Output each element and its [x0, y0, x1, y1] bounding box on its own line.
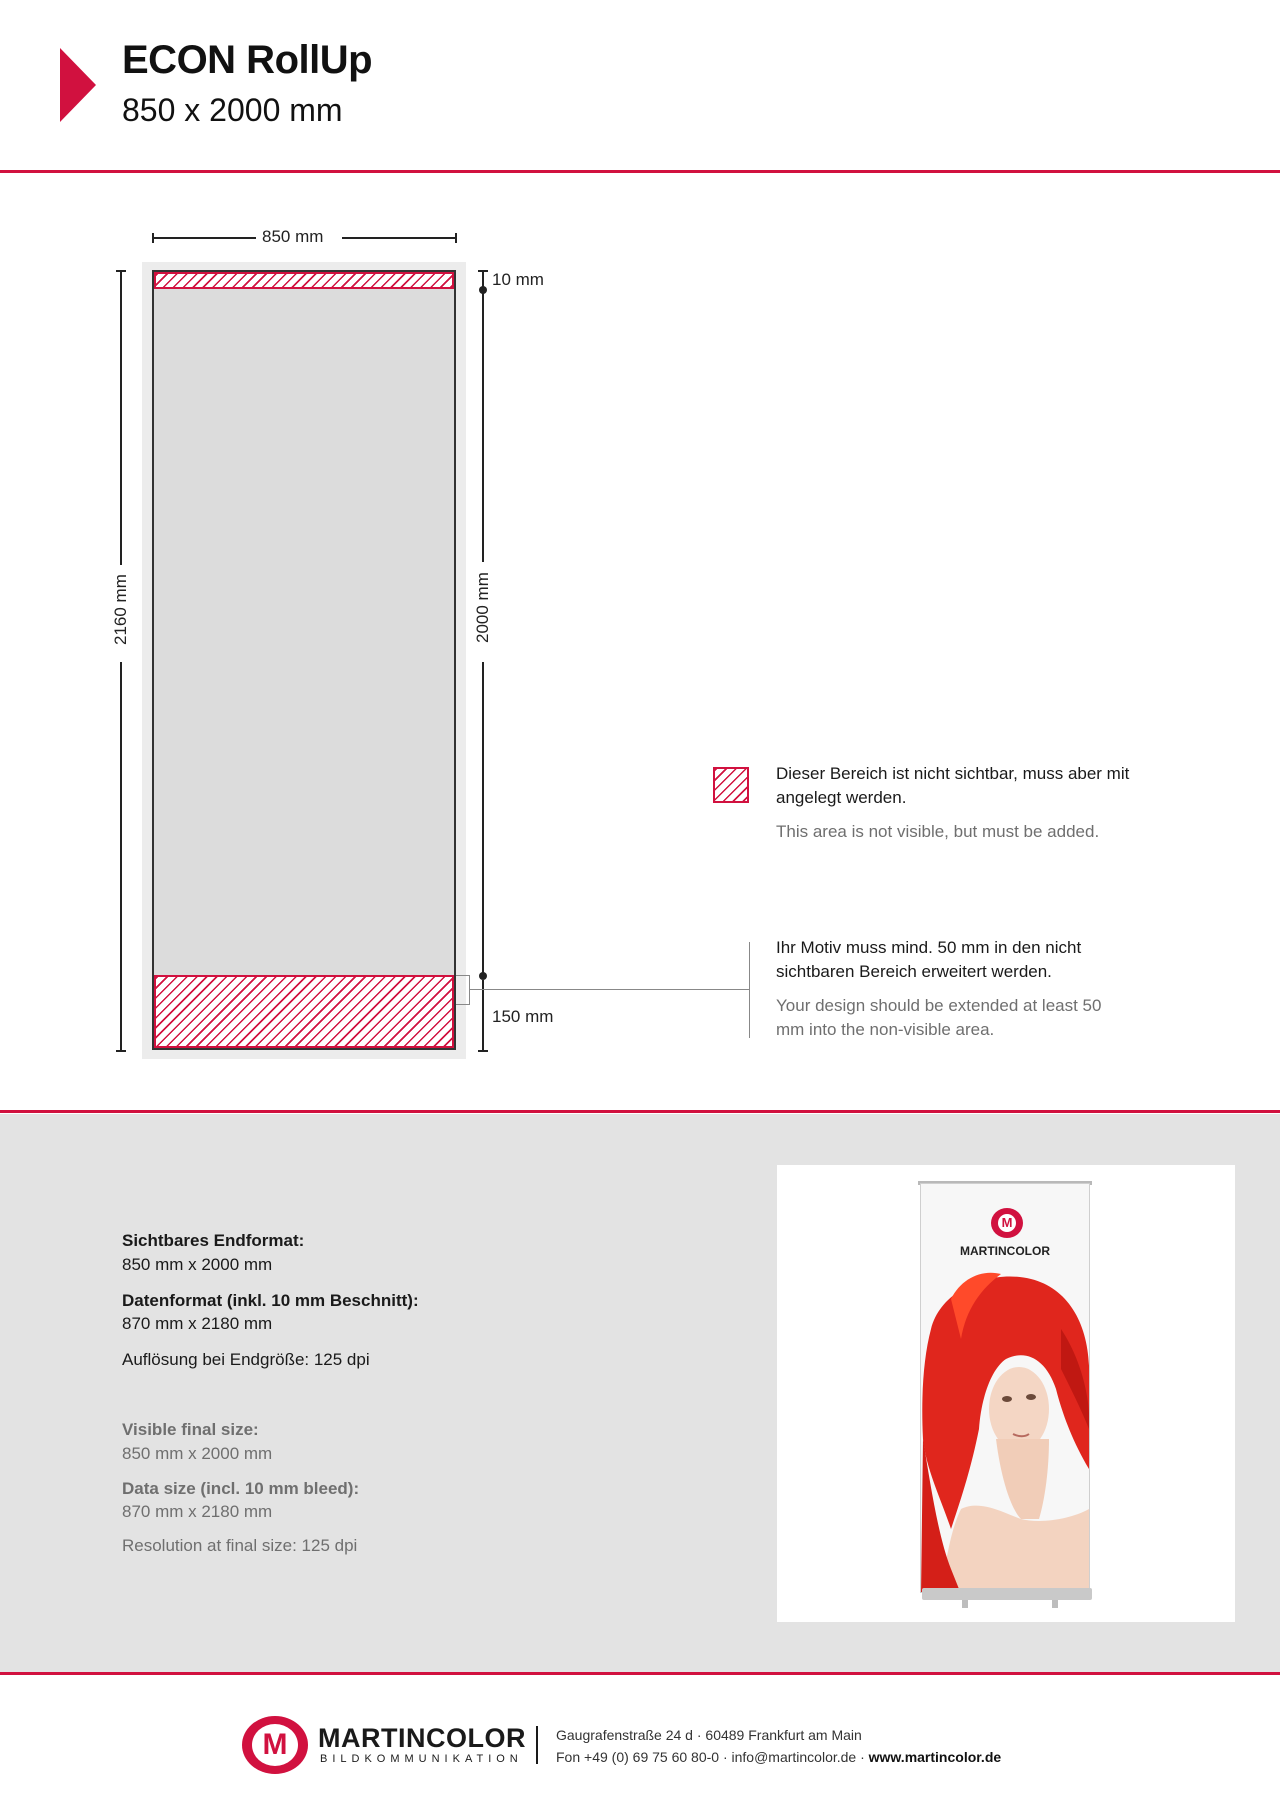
data-size-value-en: 870 mm x 2180 mm — [122, 1502, 273, 1521]
hidden-area-note-en: This area is not visible, but must be added. — [776, 822, 1100, 841]
banner-portrait-illustration — [921, 1269, 1090, 1593]
hatch-legend-icon — [713, 767, 749, 803]
title-arrow-icon — [60, 48, 96, 122]
resolution-de: Auflösung bei Endgröße: 125 dpi — [122, 1350, 370, 1369]
rollup-foot-left — [962, 1600, 968, 1608]
total-height-label: 2160 mm — [111, 574, 130, 645]
data-size-label-de: Datenformat (inkl. 10 mm Beschnitt): — [122, 1291, 419, 1310]
band-divider-top — [0, 1110, 1280, 1113]
rollup-foot-right — [1052, 1600, 1058, 1608]
leader-line — [470, 989, 750, 990]
page-title: ECON RollUp — [122, 38, 373, 82]
leader-bar — [749, 942, 750, 1038]
data-size-value-de: 870 mm x 2180 mm — [122, 1314, 273, 1333]
resolution-en: Resolution at final size: 125 dpi — [122, 1536, 358, 1555]
logo-letter: M — [262, 1728, 288, 1761]
extend-note-en: Your design should be extended at least 50 mm into the non-visible area. — [776, 996, 1102, 1039]
footer-contact — [556, 1749, 1001, 1765]
rollup-base — [922, 1588, 1092, 1600]
visible-size-value-de: 850 mm x 2000 mm — [122, 1255, 273, 1274]
visible-size-value-en: 850 mm x 2000 mm — [122, 1444, 273, 1463]
visible-size-label-en: Visible final size: — [122, 1420, 259, 1439]
rollup-preview-banner — [920, 1183, 1090, 1593]
bottom-hidden-area — [154, 975, 454, 1048]
footer-address: Gaugrafenstraße 24 d · 60489 Frankfurt am Main — [556, 1727, 862, 1743]
width-label: 850 mm — [262, 227, 324, 246]
width-line-left — [152, 237, 256, 239]
band-divider-bottom — [0, 1672, 1280, 1675]
total-height-tick-bottom — [116, 1050, 126, 1052]
footer-contact-text: Fon +49 (0) 69 75 60 80-0 · info@martincolor.de · — [556, 1749, 869, 1765]
hidden-area-bracket — [456, 975, 470, 1005]
footer-brand: MARTINCOLOR — [318, 1723, 526, 1753]
visible-height-line-top — [482, 292, 484, 562]
visible-height-line-bottom — [482, 662, 484, 977]
page-subtitle: 850 x 2000 mm — [122, 92, 343, 128]
rollup-panel — [152, 270, 456, 1050]
right-dim-tick-bottom — [478, 1050, 488, 1052]
footer-separator — [536, 1726, 538, 1764]
hidden-area-label: 150 mm — [492, 1007, 554, 1026]
footer-brand-sub: BILDKOMMUNIKATION — [320, 1753, 523, 1765]
total-height-line-top — [120, 270, 122, 565]
total-height-line-bottom — [120, 662, 122, 1050]
header-divider — [0, 170, 1280, 173]
top-bleed-area — [154, 272, 454, 289]
banner-logo-letter: M — [998, 1214, 1016, 1232]
width-tick-right — [455, 233, 457, 243]
extend-note-de: Ihr Motiv muss mind. 50 mm in den nicht sichtbaren Bereich erweitert werden. — [776, 938, 1082, 981]
banner-brand: MARTINCOLOR — [960, 1244, 1050, 1258]
visible-height-label: 2000 mm — [473, 572, 492, 643]
right-dim-dot-bottom — [479, 972, 487, 980]
hidden-height-line — [482, 980, 484, 1050]
width-line-right — [342, 237, 456, 239]
top-bleed-label: 10 mm — [492, 270, 544, 289]
footer-website-link[interactable]: www.martincolor.de — [868, 1749, 1002, 1765]
visible-size-label-de: Sichtbares Endformat: — [122, 1231, 305, 1250]
hidden-area-note-de: Dieser Bereich ist nicht sichtbar, muss aber mit angelegt werden. — [776, 764, 1130, 807]
data-size-label-en: Data size (incl. 10 mm bleed): — [122, 1479, 360, 1498]
